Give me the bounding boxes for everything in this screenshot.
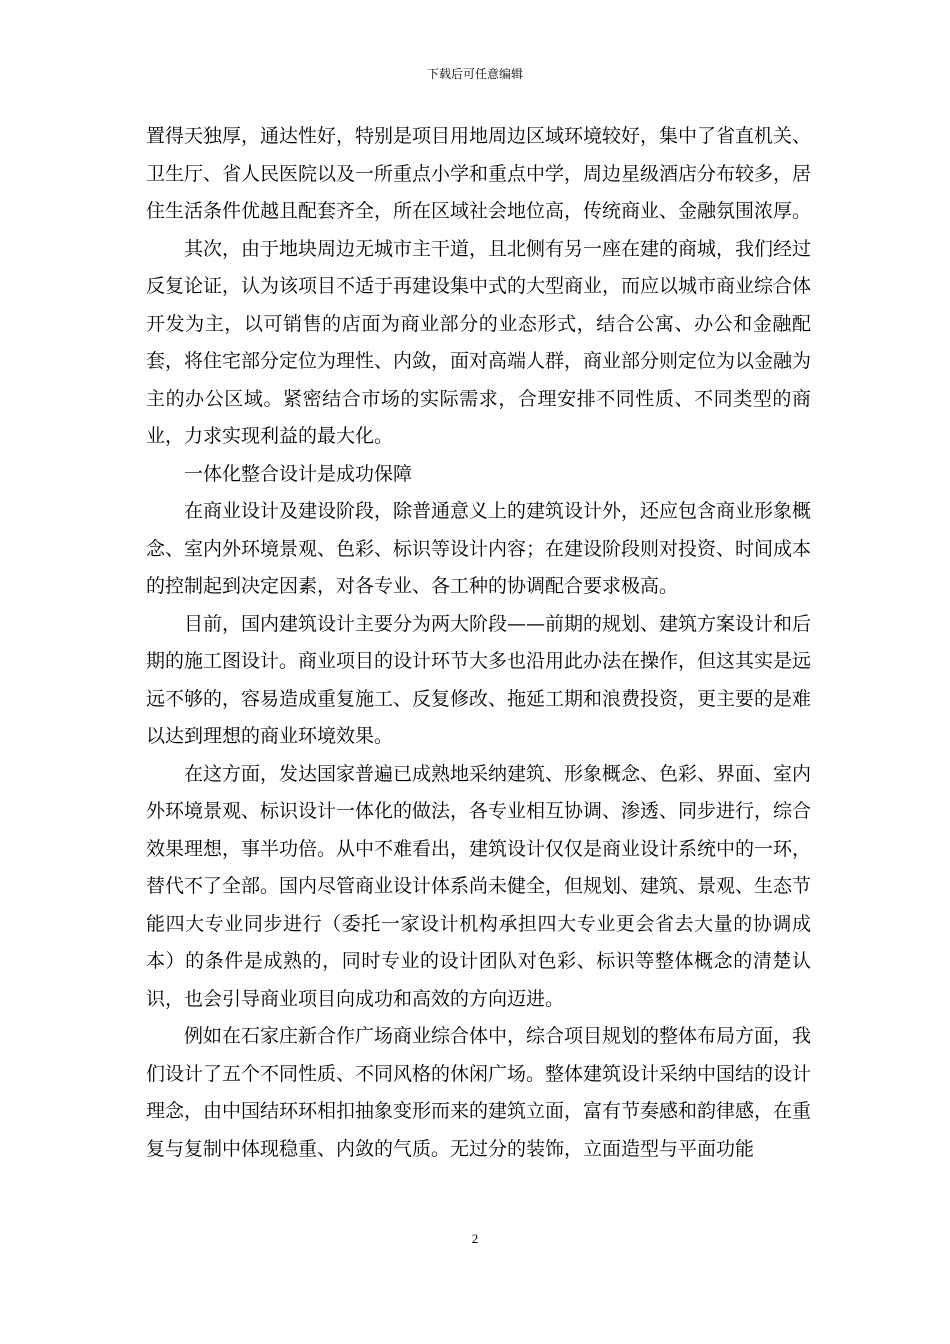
paragraph: 置得天独厚，通达性好，特别是项目用地周边区域环境较好，集中了省直机关、卫生厅、省人民医院以及一所重点小学和重点中学，周边星级酒店分布较多，居住生活条件优越且配套齐全，所在区域社会地位高，传统商业、金融氛围浓厚。	[146, 125, 812, 222]
paragraph: 其次，由于地块周边无城市主干道，且北侧有另一座在建的商城，我们经过反复论证，认为该项目不适于再建设集中式的大型商业，而应以城市商业综合体开发为主，以可销售的店面为商业部分的业态形式，结合公寓、办公和金融配套，将住宅部分定位为理性、内敛，面对高端人群，商业部分则定位为以金融为主的办公区域。紧密结合市场的实际需求，合理安排不同性质、不同类型的商业，力求实现利益的最大化。	[146, 237, 812, 447]
paragraph: 例如在石家庄新合作广场商业综合体中，综合项目规划的整体布局方面，我们设计了五个不同性质、不同风格的休闲广场。整体建筑设计采纳中国结的设计理念，由中国结环环相扣抽象变形而来的建筑立面，富有节奏感和韵律感，在重复与复制中体现稳重、内敛的气质。无过分的装饰，立面造型与平面功能	[146, 1025, 812, 1160]
document-body	[146, 118, 811, 1168]
section-heading: 一体化整合设计是成功保障	[184, 462, 413, 485]
paragraph: 在商业设计及建设阶段，除普通意义上的建筑设计外，还应包含商业形象概念、室内外环境景观、色彩、标识等设计内容；在建设阶段则对投资、时间成本的控制起到决定因素，对各专业、各工种的协调配合要求极高。	[146, 500, 812, 597]
paragraph: 在这方面，发达国家普遍已成熟地采纳建筑、形象概念、色彩、界面、室内外环境景观、标识设计一体化的做法，各专业相互协调、渗透、同步进行，综合效果理想，事半功倍。从中不难看出，建筑设计仅仅是商业设计系统中的一环，替代不了全部。国内尽管商业设计体系尚未健全，但规划、建筑、景观、生态节能四大专业同步进行（委托一家设计机构承担四大专业更会省去大量的协调成本）的条件是成熟的，同时专业的设计团队对色彩、标识等整体概念的清楚认识，也会引导商业项目向成功和高效的方向迈进。	[146, 762, 812, 1010]
paragraph: 目前，国内建筑设计主要分为两大阶段——前期的规划、建筑方案设计和后期的施工图设计。商业项目的设计环节大多也沿用此办法在操作，但这其实是远远不够的，容易造成重复施工、反复修改、拖延工期和浪费投资，更主要的是难以达到理想的商业环境效果。	[146, 612, 812, 747]
page-number: 2	[471, 1231, 479, 1246]
page-header: 下载后可任意编辑	[426, 67, 523, 81]
